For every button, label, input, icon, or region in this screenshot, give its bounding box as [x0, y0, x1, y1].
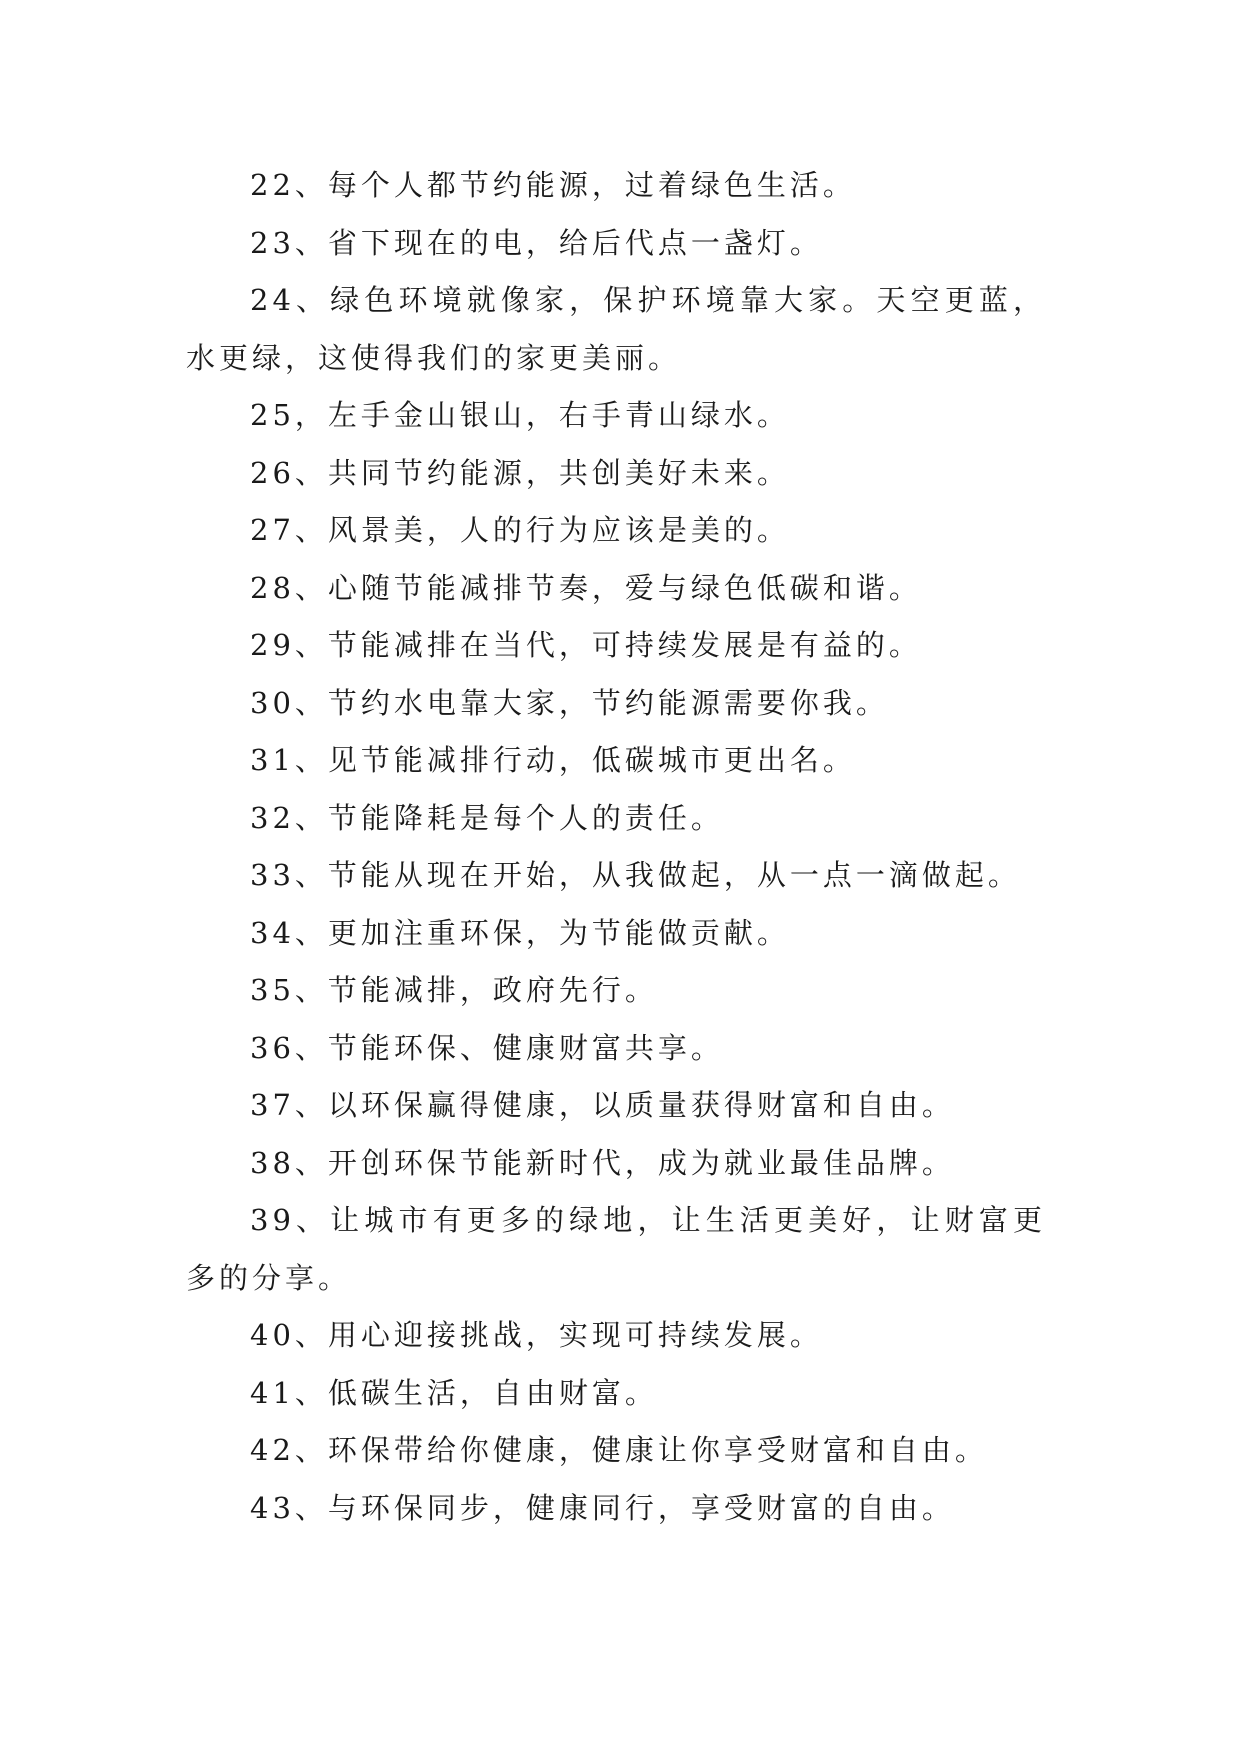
paragraph-40: 40、用心迎接挑战，实现可持续发展。	[250, 1318, 823, 1352]
paragraph-24: 24、绿色环境就像家，保护环境靠大家。天空更蓝，水更绿，这使得我们的家更美丽。	[186, 283, 1046, 375]
paragraph-29: 29、节能减排在当代，可持续发展是有益的。	[250, 628, 922, 662]
paragraph-37: 37、以环保赢得健康，以质量获得财富和自由。	[250, 1088, 955, 1122]
paragraph-31: 31、见节能减排行动，低碳城市更出名。	[250, 743, 856, 777]
paragraph-35: 35、节能减排，政府先行。	[250, 973, 658, 1007]
paragraph-25: 25，左手金山银山，右手青山绿水。	[250, 398, 790, 432]
paragraph-42: 42、环保带给你健康，健康让你享受财富和自由。	[250, 1433, 988, 1467]
paragraph-38: 38、开创环保节能新时代，成为就业最佳品牌。	[250, 1145, 955, 1180]
paragraph-34: 34、更加注重环保，为节能做贡献。	[250, 915, 790, 950]
paragraph-33: 33、节能从现在开始，从我做起，从一点一滴做起。	[250, 858, 1021, 892]
paragraph-36: 36、节能环保、健康财富共享。	[250, 1030, 724, 1065]
paragraph-28: 28、心随节能减排节奏，爱与绿色低碳和谐。	[250, 570, 922, 605]
paragraph-23: 23、省下现在的电，给后代点一盏灯。	[250, 225, 823, 260]
paragraph-32: 32、节能降耗是每个人的责任。	[250, 800, 724, 835]
paragraph-43: 43、与环保同步，健康同行，享受财富的自由。	[250, 1490, 955, 1525]
paragraph-27: 27、风景美，人的行为应该是美的。	[250, 513, 790, 547]
paragraph-41: 41、低碳生活，自由财富。	[250, 1375, 658, 1410]
paragraph-26: 26、共同节约能源，共创美好未来。	[250, 455, 790, 490]
paragraph-30: 30、节约水电靠大家，节约能源需要你我。	[250, 685, 889, 720]
paragraph-22: 22、每个人都节约能源，过着绿色生活。	[250, 168, 856, 202]
document-body	[186, 157, 1046, 1537]
paragraph-39: 39、让城市有更多的绿地，让生活更美好，让财富更多的分享。	[186, 1203, 1046, 1295]
